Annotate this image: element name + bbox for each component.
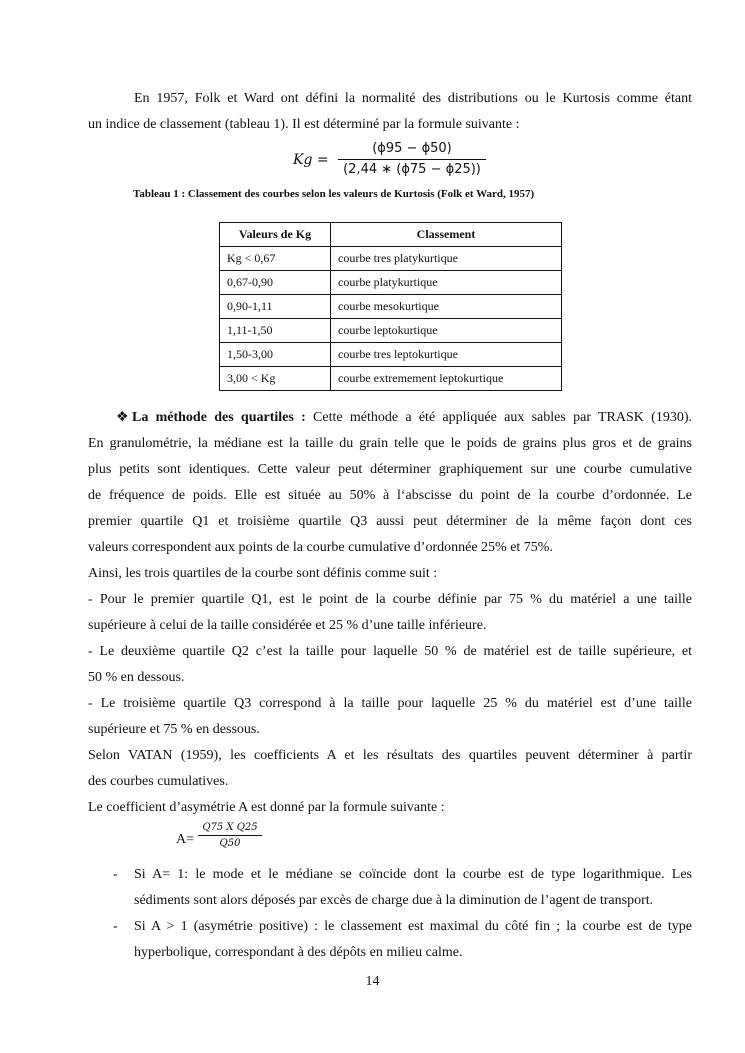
diamond-bullet-icon: ❖ — [116, 410, 129, 425]
q3-line-1: - Le troisième quartile Q3 correspond à la taille pour laquelle 25 % du matériel est d’une taille — [88, 696, 692, 711]
header-classement: Classement — [331, 223, 562, 247]
table-cell-class: courbe leptokurtique — [331, 319, 562, 343]
kurtosis-numerator: (ϕ95 − ϕ50) — [372, 141, 452, 156]
table-row — [220, 343, 562, 367]
table-cell-class: courbe tres leptokurtique — [331, 343, 562, 367]
table-cell-kg: 0,90-1,11 — [220, 295, 331, 319]
quartiles-line-5: premier quartile Q1 et troisième quartile Q3 aussi peut déterminer de la même façon dont ces — [88, 514, 692, 529]
list-item-line-2: sédiments sont alors déposés par excès de charge due à la diminution de l’agent de transport. — [134, 893, 654, 908]
table-row — [220, 295, 562, 319]
quartiles-line-6: valeurs correspondent aux points de la courbe cumulative d’ordonnée 25% et 75%. — [88, 540, 553, 555]
table-cell-kg: Kg < 0,67 — [220, 247, 331, 271]
q1-line-2: supérieure à celui de la taille considérée et 25 % d’une taille inférieure. — [88, 618, 487, 633]
table-cell-class: courbe extremement leptokurtique — [331, 367, 562, 391]
table-row — [220, 367, 562, 391]
header-kg-values: Valeurs de Kg — [220, 223, 331, 247]
asymmetry-fraction — [198, 822, 262, 849]
quartiles-line-4: de fréquence de poids. Elle est située au 50% à l‘abscisse du point de la courbe d’ordonnée. Le — [88, 488, 692, 503]
quartiles-title: La méthode des quartiles : — [132, 410, 306, 425]
asymmetry-denominator: Q50 — [219, 838, 241, 849]
quartiles-heading-line — [88, 405, 692, 431]
table-row — [220, 271, 562, 295]
list-item — [88, 914, 692, 966]
intro-line-1: En 1957, Folk et Ward ont défini la normalité des distributions ou le Kurtosis comme étant — [134, 91, 692, 106]
quartiles-line-2: En granulométrie, la médiane est la taille du grain telle que le poids de grains plus gros et de grains — [88, 436, 692, 451]
q2-line-1: - Le deuxième quartile Q2 c’est la taille pour laquelle 50 % de matériel est de taille supérieure, et — [88, 644, 692, 659]
asymmetry-numerator: Q75 X Q25 — [202, 822, 258, 833]
list-item-line-1: Si A > 1 (asymétrie positive) : le classement est maximal du côté fin ; la courbe est de type — [134, 919, 692, 934]
kurtosis-table — [219, 222, 562, 391]
asymmetry-intro: Le coefficient d’asymétrie A est donné par la formule suivante : — [88, 800, 445, 815]
table-cell-class: courbe mesokurtique — [331, 295, 562, 319]
kurtosis-formula — [0, 140, 745, 180]
table-header-row — [220, 223, 562, 247]
list-item-line-1: Si A= 1: le mode et le médiane se coïncide dont la courbe est de type logarithmique. Les — [134, 867, 692, 882]
kurtosis-fraction — [338, 140, 486, 179]
table-cell-kg: 0,67-0,90 — [220, 271, 331, 295]
vatan-line-2: des courbes cumulatives. — [88, 774, 229, 789]
list-dash: - — [113, 867, 118, 882]
table-cell-kg: 1,11-1,50 — [220, 319, 331, 343]
fraction-bar — [198, 835, 262, 836]
fraction-bar — [338, 159, 486, 160]
quartiles-line-3: plus petits sont identiques. Cette valeur peut déterminer graphiquement sur une courbe cumulative — [88, 462, 692, 477]
q1-line-1: - Pour le premier quartile Q1, est le point de la courbe définie par 75 % du matériel a une taille — [88, 592, 692, 607]
table-caption: Tableau 1 : Classement des courbes selon les valeurs de Kurtosis (Folk et Ward, 1957) — [133, 188, 535, 200]
list-dash: - — [113, 919, 118, 934]
asymmetry-formula-label: A= — [176, 832, 195, 847]
intro-line-2: un indice de classement (tableau 1). Il est déterminé par la formule suivante : — [88, 117, 520, 132]
page-number: 14 — [365, 974, 380, 989]
table-cell-class: courbe tres platykurtique — [331, 247, 562, 271]
list-item — [88, 862, 692, 914]
q3-line-2: supérieure et 75 % en dessous. — [88, 722, 260, 737]
kurtosis-formula-label: Kg = — [293, 152, 329, 168]
table-cell-kg: 1,50-3,00 — [220, 343, 331, 367]
list-item-line-2: hyperbolique, correspondant à des dépôts en milieu calme. — [134, 945, 463, 960]
kurtosis-denominator: (2,44 ∗ (ϕ75 − ϕ25)) — [343, 162, 481, 177]
quartiles-line-1: Cette méthode a été appliquée aux sables par TRASK (1930). — [313, 410, 692, 425]
q2-line-2: 50 % en dessous. — [88, 670, 185, 685]
table-cell-kg: 3,00 < Kg — [220, 367, 331, 391]
definitions-intro: Ainsi, les trois quartiles de la courbe sont définis comme suit : — [88, 566, 438, 581]
table-row — [220, 247, 562, 271]
table-row — [220, 319, 562, 343]
table-cell-class: courbe platykurtique — [331, 271, 562, 295]
vatan-line-1: Selon VATAN (1959), les coefficients A et les résultats des quartiles peuvent déterminer à partir — [88, 748, 692, 763]
